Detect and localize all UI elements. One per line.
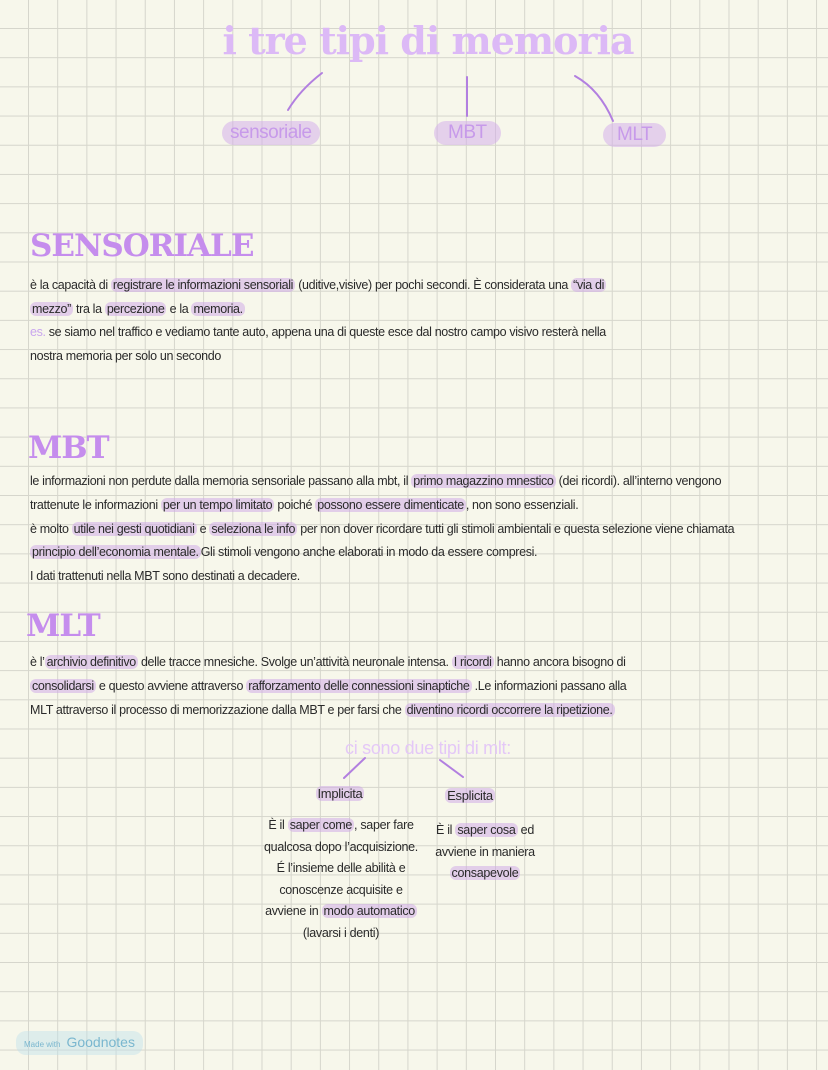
highlighted-text: rafforzamento delle connessioni sinaptiche — [248, 679, 470, 693]
text-segment: conoscenze acquisite e — [279, 882, 403, 897]
heading-mbt: MBT — [28, 430, 109, 466]
text-line — [30, 567, 300, 585]
text-segment: É l’insieme delle abilità e — [276, 861, 406, 875]
text-segment: hanno ancora bisogno di — [493, 655, 626, 669]
highlighted-text: “via di — [573, 278, 605, 292]
highlighted-text: consolidarsi — [32, 679, 94, 693]
watermark-small: Made with — [24, 1040, 61, 1049]
text-line — [30, 677, 626, 695]
highlighted-text: utile nei gesti quotidiani — [73, 521, 195, 536]
text-line — [226, 923, 456, 945]
highlighted-text: mezzo” — [32, 301, 71, 316]
text-segment: , saper fare — [354, 818, 414, 832]
highlighted-text: saper cosa — [457, 823, 516, 837]
esplicita-text — [415, 820, 555, 885]
text-segment: I dati trattenuti nella MBT sono destinati a decadere. — [30, 569, 300, 584]
text-segment: (dei ricordi). all’interno vengono — [555, 474, 722, 488]
text-segment: e questo avviene attraverso — [95, 679, 247, 693]
highlighted-text: consapevole — [451, 866, 519, 880]
text-segment: è molto — [30, 521, 72, 536]
text-segment: È il — [268, 818, 288, 832]
text-segment: delle tracce mnesiche. Svolge un’attività neuronale intensa. — [137, 655, 452, 669]
heading-sensoriale: SENSORIALE — [30, 228, 254, 264]
text-segment: Gli stimoli vengono anche elaborati in modo da essere compresi. — [200, 545, 538, 560]
branch-sensoriale: sensoriale — [222, 121, 320, 145]
text-segment: se siamo nel traffico e vediamo tante auto, appena una di queste esce dal nostro campo visivo resterà nella — [45, 325, 606, 339]
text-line — [30, 496, 578, 514]
text-segment: ed — [517, 823, 534, 837]
text-segment: e — [196, 521, 210, 536]
text-segment: (lavarsi i denti) — [302, 925, 380, 940]
highlighted-text: possono essere dimenticate — [317, 497, 464, 512]
page-title: i tre tipi di memoria — [222, 18, 634, 63]
connector-mlt — [575, 76, 613, 121]
label-esplicita-wrap — [400, 785, 540, 807]
branch-mbt: MBT — [434, 121, 501, 145]
connector-implicita — [344, 758, 365, 778]
mlt-subtitle: ci sono due tipi di mlt: — [345, 738, 511, 758]
text-line — [415, 842, 555, 864]
text-line — [30, 276, 606, 294]
text-segment: (uditive,visive) per pochi secondi. È considerata una — [295, 278, 572, 292]
text-segment: poiché — [274, 497, 316, 512]
text-segment: .Le informazioni passano alla — [471, 679, 627, 693]
highlighted-text: principio dell’economia mentale. — [32, 545, 199, 560]
text-segment: qualcosa dopo l’acquisizione. — [264, 839, 418, 854]
highlighted-text: diventino ricordi occorrere la ripetizione. — [406, 703, 613, 717]
text-segment: avviene in — [265, 904, 322, 918]
text-segment: È il — [436, 823, 456, 837]
text-segment: e la — [166, 301, 192, 316]
text-segment: è l’ — [30, 655, 45, 669]
text-line — [415, 820, 555, 842]
connector-esplicita — [440, 760, 463, 777]
text-line — [30, 300, 245, 318]
text-segment: , non sono essenziali. — [465, 497, 579, 512]
highlighted-text: I ricordi — [453, 655, 492, 669]
text-line — [30, 653, 626, 671]
highlighted-text: saper come — [289, 818, 352, 832]
highlighted-text: registrare le informazioni sensoriali — [112, 278, 294, 292]
text-line — [30, 323, 606, 341]
text-line — [30, 701, 615, 719]
text-segment: per non dover ricordare tutti gli stimoli ambientali e questa selezione viene chiamata — [297, 521, 735, 536]
text-line — [415, 863, 555, 885]
text-segment: tra la — [72, 301, 105, 316]
text-segment: MLT attraverso il processo di memorizzazione dalla MBT e per farsi che — [30, 703, 405, 717]
text-segment: avviene in maniera — [435, 844, 535, 859]
heading-mlt: MLT — [26, 608, 100, 644]
watermark-brand: Goodnotes — [66, 1034, 135, 1050]
highlighted-text: seleziona le info — [211, 521, 296, 536]
branch-mlt: MLT — [603, 123, 666, 147]
label-esplicita: Esplicita — [447, 788, 493, 803]
example-label: es. — [30, 325, 46, 339]
text-line — [30, 520, 734, 538]
text-line — [30, 347, 221, 365]
text-segment: è la capacità di — [30, 278, 111, 292]
text-line — [226, 901, 456, 923]
text-line — [30, 472, 721, 490]
text-segment: nostra memoria per solo un secondo — [30, 348, 221, 363]
goodnotes-watermark — [16, 1031, 143, 1055]
highlighted-text: memoria. — [193, 301, 243, 316]
label-implicita: Implicita — [317, 786, 363, 801]
text-line — [30, 543, 537, 561]
text-segment: trattenute le informazioni — [30, 497, 161, 512]
highlighted-text: archivio definitivo — [46, 655, 136, 669]
highlighted-text: per un tempo limitato — [162, 497, 273, 512]
highlighted-text: percezione — [106, 301, 165, 316]
highlighted-text: primo magazzino mnestico — [413, 474, 554, 488]
connector-sensoriale — [288, 73, 322, 110]
highlighted-text: modo automatico — [323, 904, 415, 918]
text-segment: le informazioni non perdute dalla memoria sensoriale passano alla mbt, il — [30, 474, 412, 488]
